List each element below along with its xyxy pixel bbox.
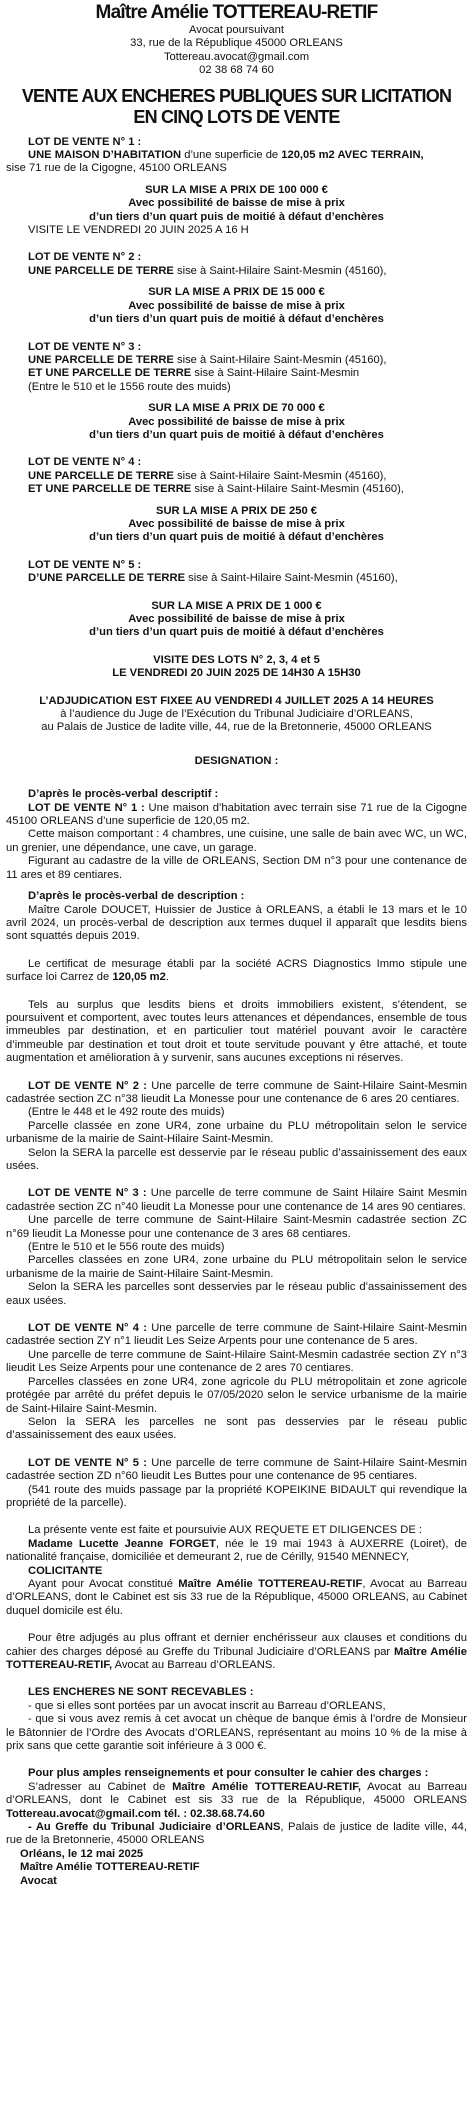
- pv2-heading: D’après le procès-verbal de description :: [28, 890, 245, 903]
- conditions-lawyer: Maître Amélie TOTTEREAU-RETIF,: [6, 1645, 467, 1671]
- parties-intro: La présente vente est faite et poursuivie AUX REQUETE ET DILIGENCES DE :: [28, 1524, 423, 1537]
- adjudication-address: au Palais de Justice de ladite ville, 44, rue de la Bretonnerie, 45000 ORLEANS: [41, 721, 432, 734]
- lawyer-name: Maître Amélie TOTTEREAU-RETIF: [95, 2, 378, 23]
- desc-lot-4-zone: Parcelles classées en zone UR4, zone agricole du PLU métropolitain et zone agricole protégée par arrêté du préfet depuis le 07/05/2020 selon le service urbanisme de la mairie de Saint-Hilaire Saint-Mesmin.: [6, 1375, 467, 1415]
- baisse-line-1: Avec possibilité de baisse de mise à prix: [128, 517, 345, 530]
- lot-1-price-block: [6, 184, 467, 224]
- legal-notice: [6, 2, 467, 1888]
- lot-1-price: SUR LA MISE A PRIX DE 100 000 €: [145, 183, 328, 196]
- lot-2-price: SUR LA MISE A PRIX DE 15 000 €: [148, 286, 325, 299]
- pv1-composition: Cette maison comportant : 4 chambres, une cuisine, une salle de bain avec WC, un WC, un grenier, une dépendance, une cave, un garage.: [6, 828, 467, 854]
- signature-role: Avocat: [20, 1874, 57, 1887]
- desc-lot-2-label: LOT DE VENTE N° 2 :: [28, 1079, 147, 1092]
- desc-lot-2-sera: Selon la SERA la parcelle est desservie par le réseau public d’assainissement des eaux usées.: [6, 1146, 467, 1172]
- avocat-text-2: , Avocat au Barreau d’ORLEANS, dont le Cabinet est sis 33 rue de la République, 45000 ORLEANS, au Cabinet duquel domicile est élu.: [6, 1577, 468, 1617]
- renseignements-heading: Pour plus amples renseignements et pour consulter le cahier des charges :: [28, 1767, 429, 1780]
- party-name: Madame Lucette Jeanne FORGET: [28, 1537, 216, 1550]
- lot-1: [6, 136, 467, 238]
- lot-3-price-block: [6, 402, 467, 442]
- baisse-line-1: Avec possibilité de baisse de mise à prix: [128, 415, 345, 428]
- title-line-1: VENTE AUX ENCHERES PUBLIQUES SUR LICITATION: [21, 85, 452, 106]
- pv1-heading: D’après le procès-verbal descriptif :: [28, 788, 219, 801]
- adjudication-date: L’ADJUDICATION EST FIXEE AU VENDREDI 4 JUILLET 2025 A 14 HEURES: [39, 694, 434, 707]
- tels-paragraph: Tels au surplus que lesdits biens et droits immobiliers existent, s’étendent, se poursuivent et comportent, avec toutes leurs attenances et dépendances, ensemble de tous immeubles par destination, et en particulier tout matériel pouvant avoir le caractère d’immeuble par destination et tout droit et toute servitude pouvant y être attaché, et toute augmentation et amélioration à y survenir, sans aucunes exceptions ni réserves.: [6, 998, 467, 1065]
- lot-3: [6, 341, 467, 443]
- renseignements-text-1: S’adresser au Cabinet de: [28, 1780, 173, 1793]
- renseignements-greffe: - Au Greffe du Tribunal Judiciaire d’ORLEANS: [28, 1821, 281, 1834]
- lot-4-location-1: sise à Saint-Hilaire Saint-Mesmin (45160),: [173, 469, 387, 482]
- desc-lot-5-label: LOT DE VENTE N° 5 :: [28, 1456, 147, 1469]
- party-role: COLICITANTE: [28, 1564, 103, 1577]
- adjudication-court: à l’audience du Juge de l’Exécution du Tribunal Judiciaire d’ORLEANS,: [60, 708, 413, 721]
- desc-lot-2-zone: Parcelle classée en zone UR4, zone urbaine du PLU métropolitain selon le service urbanisme de la mairie de Saint-Hilaire Saint-Mesmin.: [6, 1119, 467, 1146]
- lot-3-price: SUR LA MISE A PRIX DE 70 000 €: [148, 402, 325, 415]
- lot-3-type-1: UNE PARCELLE DE TERRE: [28, 353, 174, 366]
- lot-5-type: D’UNE PARCELLE DE TERRE: [28, 572, 186, 585]
- desc-lot-5-note: (541 route des muids passage par la propriété KOPEIKINE BIDAULT qui revendique la propriété de la parcelle).: [6, 1483, 467, 1509]
- cert-text: Le certificat de mesurage établi par la société ACRS Diagnostics Immo stipule une surface loi Carrez de: [6, 957, 467, 984]
- lot-5: [6, 559, 467, 640]
- lot-2-label: LOT DE VENTE N° 2 :: [28, 251, 142, 264]
- lot-1-type: UNE MAISON D’HABITATION: [28, 149, 182, 162]
- pv1-lot-label: LOT DE VENTE N° 1 :: [28, 801, 145, 814]
- lawyer-address: 33, rue de la République 45000 ORLEANS: [130, 37, 343, 50]
- desc-lot-4-sera: Selon la SERA les parcelles ne sont pas desservies par le réseau public d’assainissement des eaux usées.: [6, 1415, 467, 1442]
- lot-5-price-block: [6, 600, 467, 640]
- lot-2-price-block: [6, 286, 467, 326]
- baisse-line-2: d’un tiers d’un quart puis de moitié à défaut d’enchères: [89, 210, 384, 223]
- cert-end: .: [165, 971, 169, 984]
- signature-block: [20, 1848, 467, 1888]
- lot-4-type-1: UNE PARCELLE DE TERRE: [28, 469, 174, 482]
- lot-4-location-2: sise à Saint-Hilaire Saint-Mesmin (45160),: [191, 483, 404, 496]
- visits-line-1: VISITE DES LOTS N° 2, 3, 4 et 5: [153, 653, 320, 666]
- lot-5-label: LOT DE VENTE N° 5 :: [28, 558, 142, 571]
- desc-lot-4-second-parcel: Une parcelle de terre commune de Saint-Hilaire Saint-Mesmin cadastrée section ZY n°3 lieudit Les Seize Arpents pour une contenance de 2 ares 70 centiares.: [6, 1348, 467, 1375]
- signature-date: Orléans, le 12 mai 2025: [20, 1847, 144, 1860]
- adjudication-block: [6, 695, 467, 735]
- cert-surface: 120,05 m2: [112, 971, 166, 984]
- desc-lot-4-label: LOT DE VENTE N° 4 :: [28, 1322, 147, 1335]
- lot-4-type-2: ET UNE PARCELLE DE TERRE: [28, 483, 192, 496]
- baisse-line-1: Avec possibilité de baisse de mise à prix: [128, 613, 345, 625]
- lot-5-location: sise à Saint-Hilaire Saint-Mesmin (45160),: [185, 572, 398, 585]
- lawyer-role: Avocat poursuivant: [189, 24, 284, 36]
- conditions-end: Avocat au Barreau d’ORLEANS.: [112, 1659, 276, 1671]
- designation-heading: DESIGNATION :: [194, 754, 279, 767]
- conditions-text: Pour être adjugés au plus offrant et dernier enchérisseur aux clauses et conditions du cahier des charges déposé au Greffe du Tribunal Judiciaire d’ORLEANS par: [6, 1632, 467, 1658]
- encheres-item-1: - que si elles sont portées par un avocat inscrit au Barreau d’ORLEANS,: [28, 1699, 386, 1712]
- desc-lot-3-text: Une parcelle de terre commune de Saint Hilaire Saint Mesmin cadastrée section ZC n°40 lieudit La Monesse pour une contenance de 14 ares 90 centiares.: [6, 1187, 467, 1213]
- lawyer-email: Tottereau.avocat@gmail.com: [163, 50, 310, 63]
- lot-2-location: sise à Saint-Hilaire Saint-Mesmin (45160),: [173, 264, 387, 277]
- header: [6, 2, 467, 78]
- notice-title: [6, 86, 467, 128]
- desc-lot-3-zone: Parcelles classées en zone UR4, zone urbaine du PLU métropolitain selon le service urbanisme de la mairie de Saint-Hilaire Saint-Mesmin.: [6, 1254, 467, 1280]
- renseignements-contact: Tottereau.avocat@gmail.com tél. : 02.38.68.74.60: [6, 1807, 265, 1820]
- lot-1-text: d’une superficie de: [181, 149, 282, 162]
- encheres-heading: LES ENCHERES NE SONT RECEVABLES :: [28, 1686, 254, 1699]
- lot-4-label: LOT DE VENTE N° 4 :: [28, 456, 142, 469]
- desc-lot-2-note: (Entre le 448 et le 492 route des muids): [28, 1106, 225, 1119]
- baisse-line-2: d’un tiers d’un quart puis de moitié à défaut d’enchères: [89, 428, 384, 441]
- desc-lot-4-text: Une parcelle de terre commune de Saint-Hilaire Saint-Mesmin cadastrée section ZY n°1 lieudit Les Seize Arpents pour une contenance de 5 ares.: [6, 1322, 467, 1348]
- desc-lot-3-sera: Selon la SERA les parcelles sont desservies par le réseau public d’assainissement des eaux usées.: [6, 1281, 467, 1307]
- lot-4: [6, 456, 467, 544]
- pv1-cadastre: Figurant au cadastre de la ville de ORLEANS, Section DM n°3 pour une contenance de 11 ares et 89 centiares.: [6, 855, 467, 881]
- signature-name: Maître Amélie TOTTEREAU-RETIF: [20, 1861, 200, 1874]
- renseignements-lawyer: Maître Amélie TOTTEREAU-RETIF,: [172, 1780, 361, 1793]
- lot-1-address: sise 71 rue de la Cigogne, 45100 ORLEANS: [6, 162, 227, 175]
- avocat-text-1: Ayant pour Avocat constitué: [28, 1577, 179, 1590]
- desc-lot-2-text: Une parcelle de terre commune de Saint-Hilaire Saint-Mesmin cadastrée section ZC n°38 lieudit La Monesse pour une contenance de 6 ares 20 centiares.: [6, 1079, 467, 1105]
- visits-block: [6, 654, 467, 681]
- baisse-line-2: d’un tiers d’un quart puis de moitié à défaut d’enchères: [89, 626, 384, 639]
- lot-4-price-block: [6, 505, 467, 545]
- lot-3-note: (Entre le 510 et le 1556 route des muids): [28, 380, 231, 393]
- title-line-2: EN CINQ LOTS DE VENTE: [133, 106, 340, 127]
- lot-1-label: LOT DE VENTE N° 1 :: [28, 135, 142, 148]
- lot-5-price: SUR LA MISE A PRIX DE 1 000 €: [151, 599, 322, 612]
- visits-line-2: LE VENDREDI 20 JUIN 2025 DE 14H30 A 15H30: [112, 667, 361, 680]
- baisse-line-2: d’un tiers d’un quart puis de moitié à défaut d’enchères: [89, 313, 384, 326]
- renseignements-text-2: Avocat au Barreau d’ORLEANS, dont le Cabinet est sis 33 rue de la République, 45000 ORLEANS: [6, 1780, 468, 1807]
- lot-3-location-1: sise à Saint-Hilaire Saint-Mesmin (45160),: [173, 353, 387, 366]
- lot-1-surface: 120,05 m2 AVEC TERRAIN,: [281, 149, 424, 162]
- pv2-text: Maître Carole DOUCET, Huissier de Justice à ORLEANS, a établi le 13 mars et le 10 avril 2024, un procès-verbal de description aux termes duquel il apparaît que lesdits biens sont squattés depuis 2019.: [6, 903, 467, 943]
- lot-1-visit: VISITE LE VENDREDI 20 JUIN 2025 A 16 H: [28, 224, 249, 237]
- pv1-lot-text: Une maison d’habitation avec terrain sise 71 rue de la Cigogne 45100 ORLEANS d’une superficie de 120,05 m2.: [6, 801, 467, 828]
- baisse-line-2: d’un tiers d’un quart puis de moitié à défaut d’enchères: [89, 531, 384, 544]
- desc-lot-3-second-parcel: Une parcelle de terre commune de Saint-Hilaire Saint-Mesmin cadastrée section ZC n°69 lieudit La Monesse pour une contenance de 3 ares 68 centiares.: [6, 1214, 467, 1240]
- encheres-item-2: - que si vous avez remis à cet avocat un chèque de banque émis à l’ordre de Monsieur le Bâtonnier de l’Ordre des Avocats d’ORLEANS, représentant au moins 10 % de la mise à prix sans que cette garantie soit inférieure à 3 000 €.: [6, 1713, 467, 1753]
- party-details: , née le 19 mai 1943 à AUXERRE (Loiret), de nationalité française, domiciliée et demeurant 2, rue de Cérilly, 91540 MENNECY,: [6, 1537, 468, 1564]
- lot-3-type-2: ET UNE PARCELLE DE TERRE: [28, 367, 192, 380]
- baisse-line-1: Avec possibilité de baisse de mise à prix: [128, 197, 345, 210]
- lot-3-location-2: sise à Saint-Hilaire Saint-Mesmin: [191, 367, 360, 380]
- baisse-line-1: Avec possibilité de baisse de mise à prix: [128, 299, 345, 312]
- desc-lot-5-text: Une parcelle de terre commune de Saint-Hilaire Saint-Mesmin cadastrée section ZD n°60 lieudit Les Buttes pour une contenance de 95 centiares.: [6, 1456, 467, 1483]
- renseignements-greffe-address: , Palais de justice de ladite ville, 44, rue de la Bretonnerie, 45000 ORLEANS: [6, 1821, 467, 1847]
- designation-body: [6, 788, 467, 1848]
- lot-4-price: SUR LA MISE A PRIX DE 250 €: [155, 504, 317, 517]
- desc-lot-3-label: LOT DE VENTE N° 3 :: [28, 1187, 147, 1200]
- lot-3-label: LOT DE VENTE N° 3 :: [28, 340, 142, 353]
- lawyer-phone: 02 38 68 74 60: [199, 64, 274, 77]
- lot-2: [6, 251, 467, 326]
- avocat-name: Maître Amélie TOTTEREAU-RETIF: [178, 1577, 363, 1590]
- lot-2-type: UNE PARCELLE DE TERRE: [28, 264, 174, 277]
- desc-lot-3-note: (Entre le 510 et le 556 route des muids): [28, 1241, 225, 1254]
